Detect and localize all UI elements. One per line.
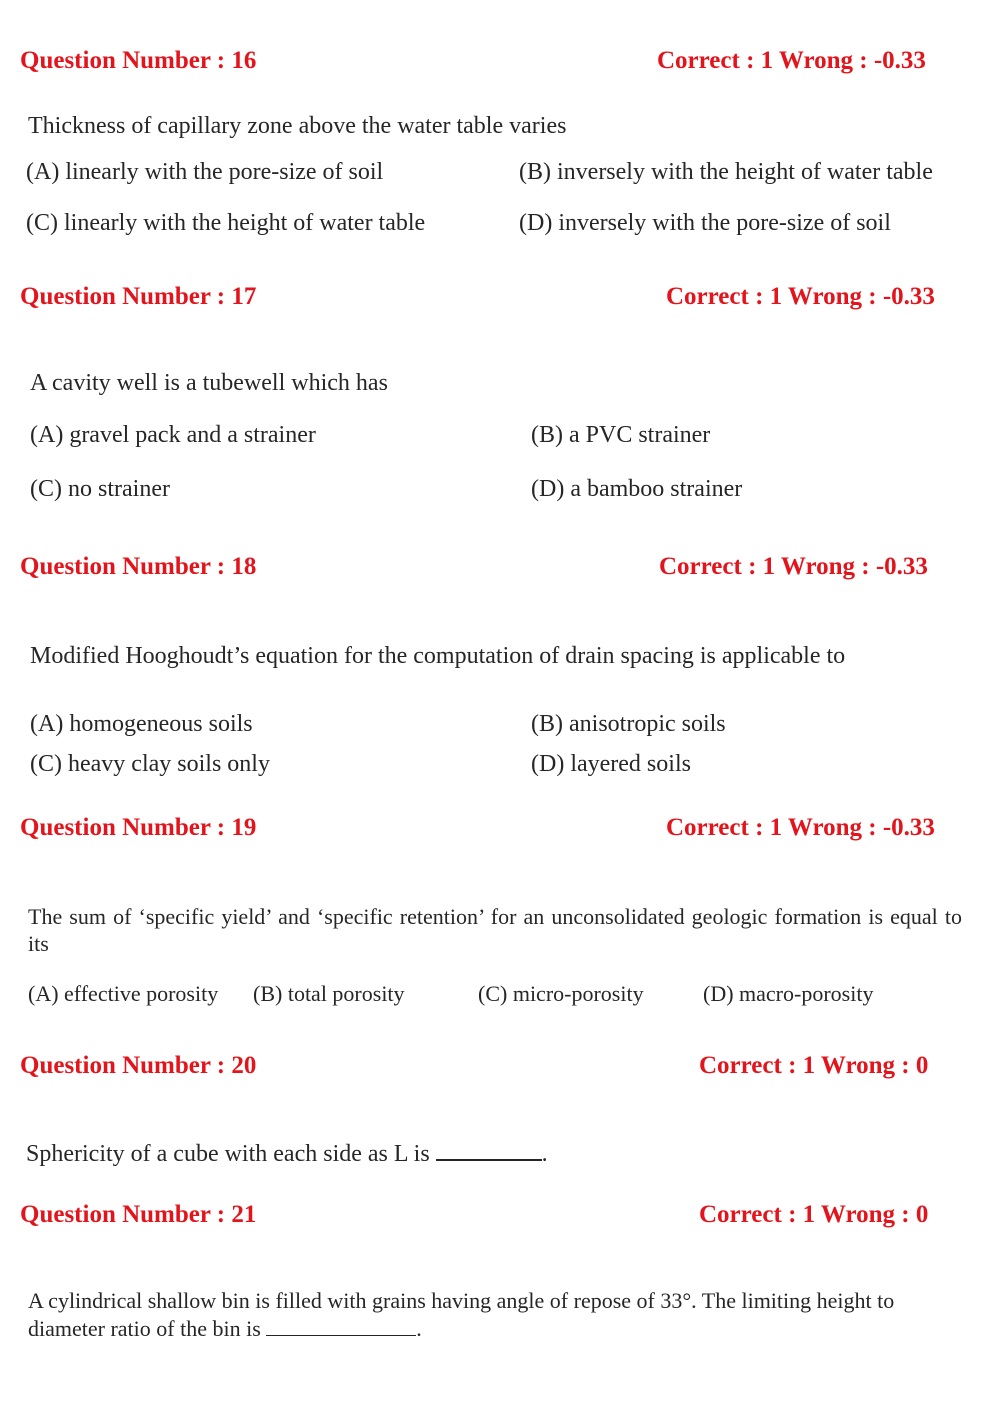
question-21-text xyxy=(28,1287,962,1343)
question-16-marks: Correct : 1 Wrong : -0.33 xyxy=(657,47,926,74)
question-17-text: A cavity well is a tubewell which has xyxy=(30,370,388,396)
question-19-marks: Correct : 1 Wrong : -0.33 xyxy=(666,814,935,841)
question-18-text: Modified Hooghoudt’s equation for the computation of drain spacing is applicable to xyxy=(30,643,846,669)
question-18-marks: Correct : 1 Wrong : -0.33 xyxy=(659,553,928,580)
question-21-text-line2: diameter ratio of the bin is xyxy=(28,1316,261,1341)
question-17-option-a[interactable]: (A) gravel pack and a strainer xyxy=(30,422,316,448)
question-16-option-b[interactable]: (B) inversely with the height of water table xyxy=(519,159,933,185)
question-21-marks: Correct : 1 Wrong : 0 xyxy=(699,1201,929,1228)
question-19-text: The sum of ‘specific yield’ and ‘specific retention’ for an unconsolidated geologic formation is equal to its xyxy=(28,904,962,956)
question-18-option-b[interactable]: (B) anisotropic soils xyxy=(531,711,726,737)
question-17-option-c[interactable]: (C) no strainer xyxy=(30,476,170,502)
question-19-option-d[interactable]: (D) macro-porosity xyxy=(703,981,874,1006)
question-18-option-d[interactable]: (D) layered soils xyxy=(531,751,691,777)
question-20-text-after: . xyxy=(541,1141,548,1167)
question-17-marks: Correct : 1 Wrong : -0.33 xyxy=(666,283,935,310)
question-16-number: Question Number : 16 xyxy=(20,47,257,74)
question-18-number: Question Number : 18 xyxy=(20,553,257,580)
question-17-number: Question Number : 17 xyxy=(20,283,257,310)
question-20-text-before: Sphericity of a cube with each side as L is xyxy=(26,1141,430,1167)
question-20-marks: Correct : 1 Wrong : 0 xyxy=(699,1052,929,1079)
question-16-option-c[interactable]: (C) linearly with the height of water table xyxy=(26,210,426,236)
question-18-option-c[interactable]: (C) heavy clay soils only xyxy=(30,751,270,777)
question-18-option-a[interactable]: (A) homogeneous soils xyxy=(30,711,253,737)
question-21-answer-blank[interactable] xyxy=(266,1315,416,1336)
question-21-number: Question Number : 21 xyxy=(20,1201,257,1228)
question-20-text xyxy=(26,1139,548,1168)
question-20-number: Question Number : 20 xyxy=(20,1052,257,1079)
question-16-text: Thickness of capillary zone above the water table varies xyxy=(28,113,567,139)
question-21-text-line1: A cylindrical shallow bin is filled with grains having angle of repose of 33°. The limiting height to xyxy=(28,1288,895,1313)
question-16-option-d[interactable]: (D) inversely with the pore-size of soil xyxy=(519,210,891,236)
question-19-option-c[interactable]: (C) micro-porosity xyxy=(478,981,644,1006)
question-19-option-a[interactable]: (A) effective porosity xyxy=(28,981,219,1006)
question-17-option-d[interactable]: (D) a bamboo strainer xyxy=(531,476,743,502)
question-20-answer-blank[interactable] xyxy=(436,1139,542,1161)
question-21-text-line2-row xyxy=(28,1315,962,1343)
question-21-text-after: . xyxy=(416,1316,422,1341)
question-19-number: Question Number : 19 xyxy=(20,814,257,841)
question-19-option-b[interactable]: (B) total porosity xyxy=(253,981,405,1006)
question-17-option-b[interactable]: (B) a PVC strainer xyxy=(531,422,711,448)
question-16-option-a[interactable]: (A) linearly with the pore-size of soil xyxy=(26,159,384,185)
